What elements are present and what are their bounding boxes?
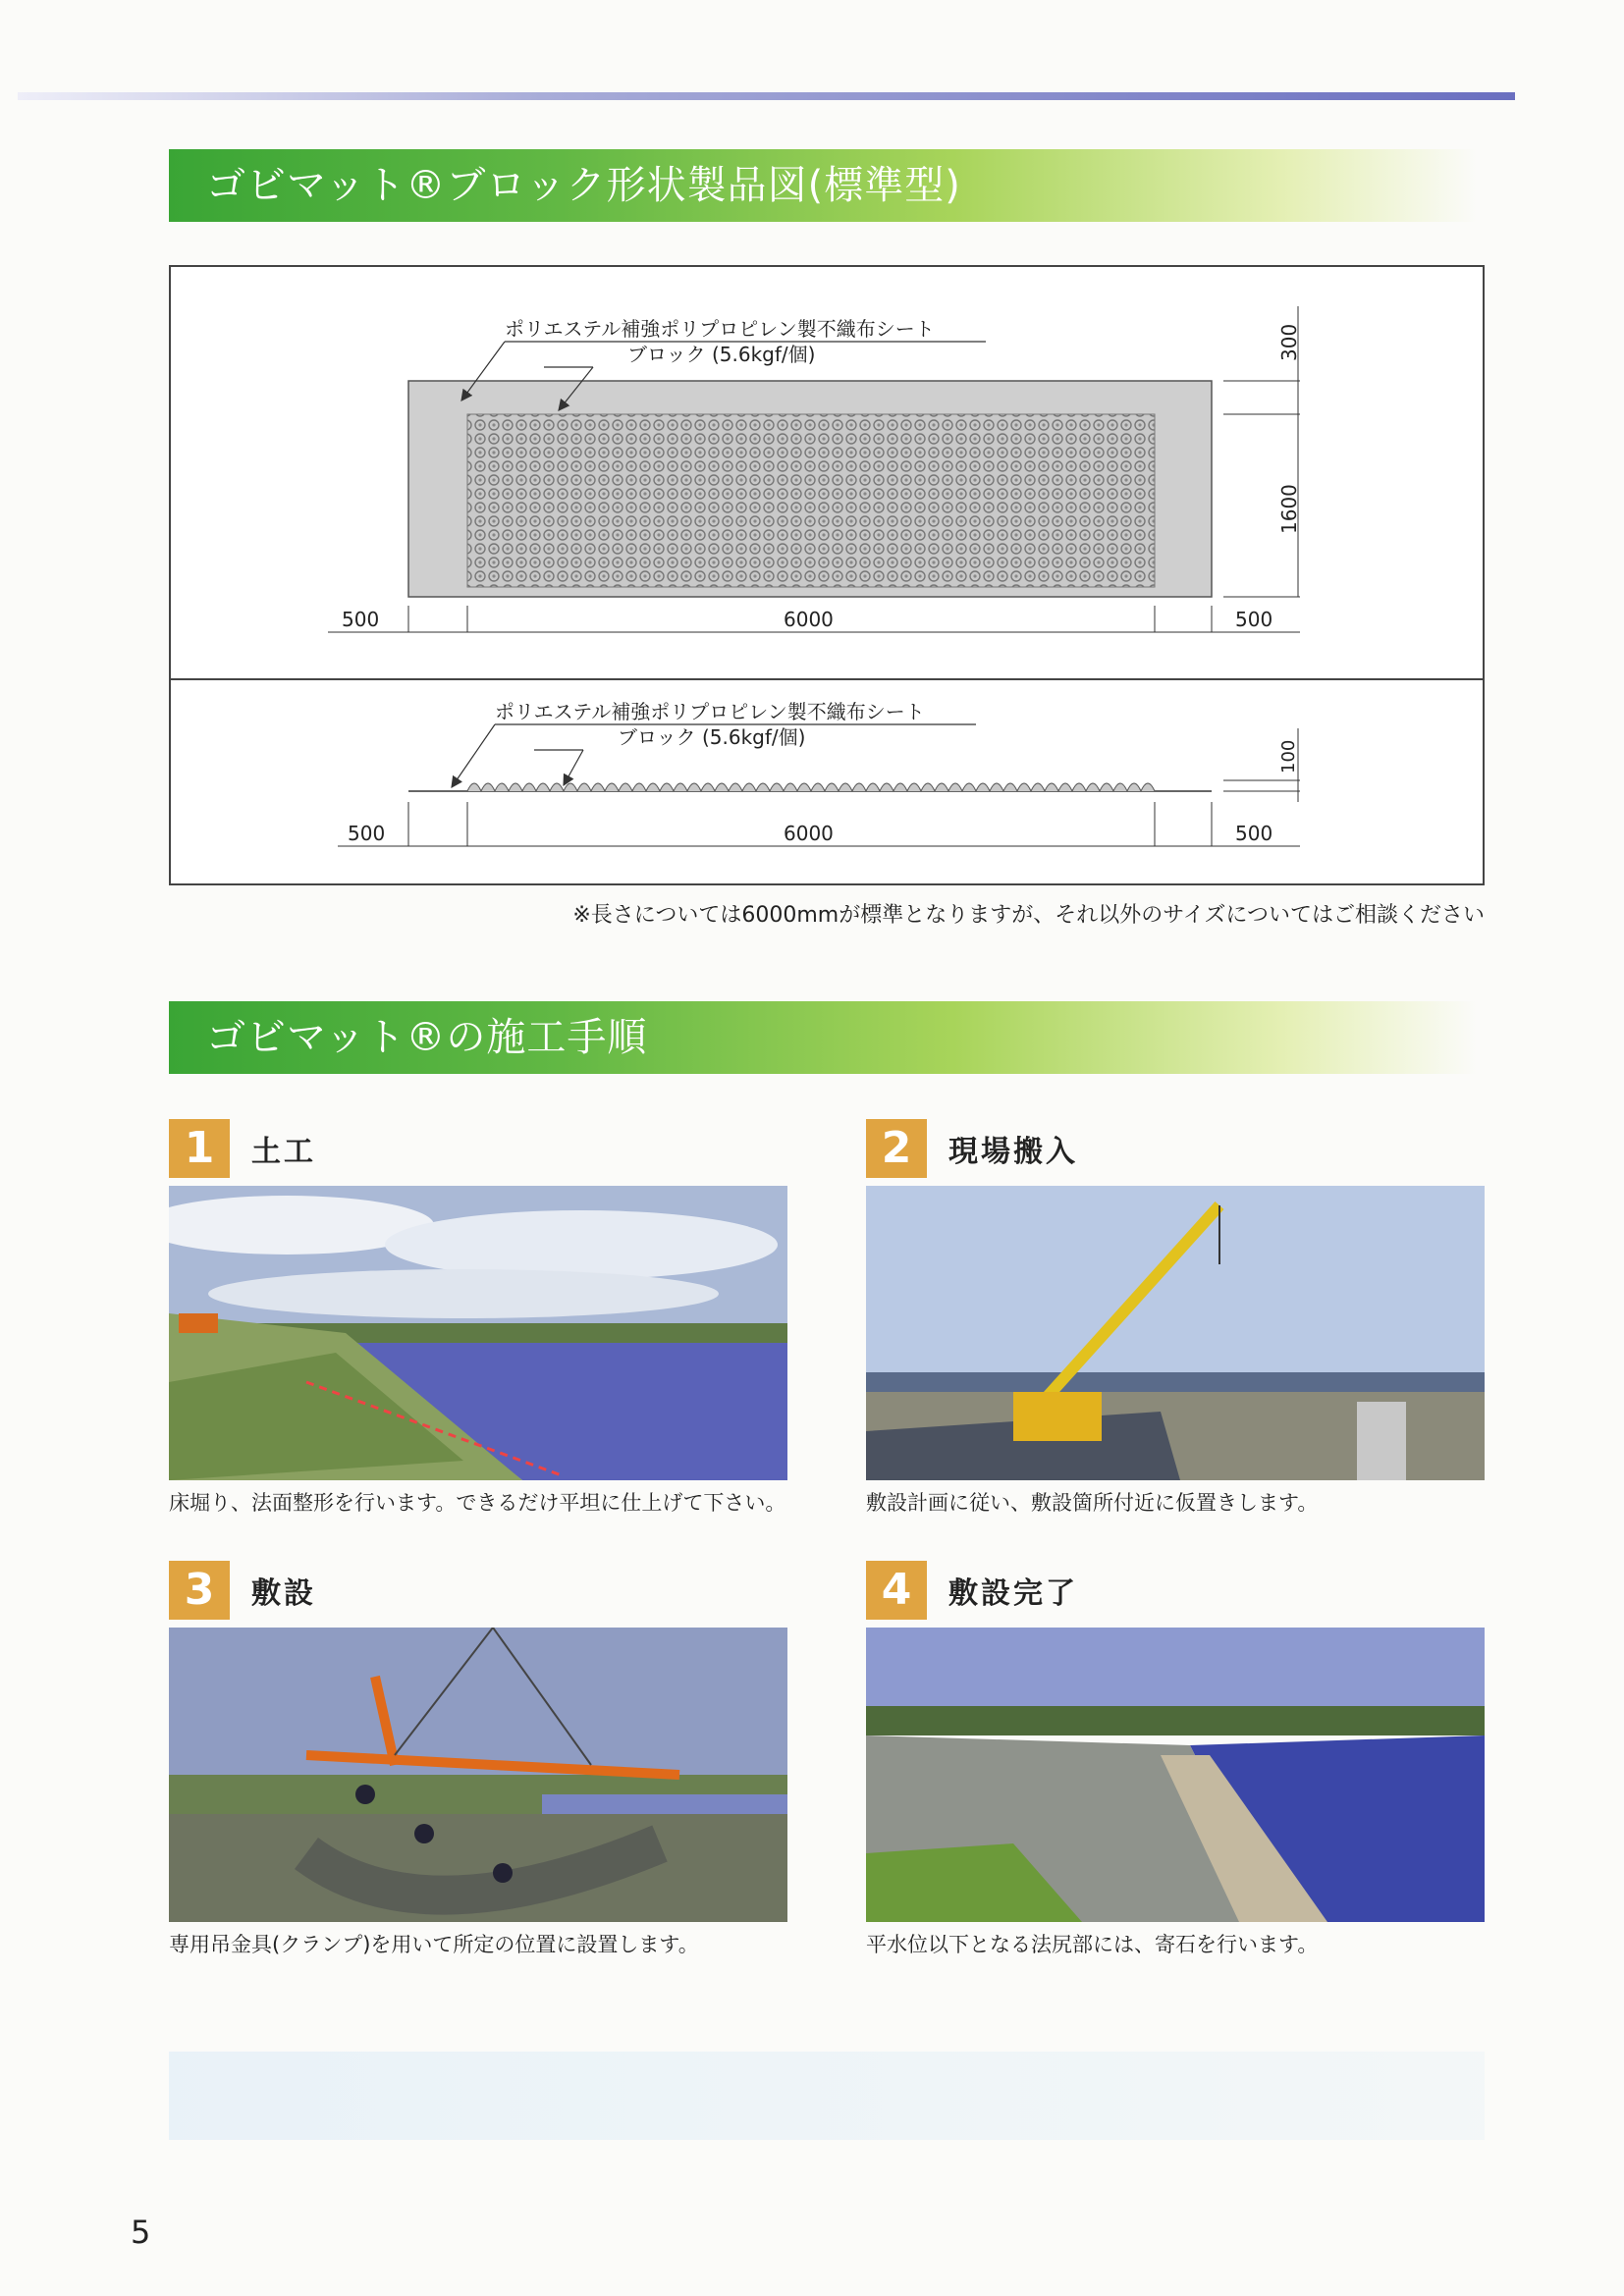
step-2-photo (866, 1186, 1485, 1480)
dim-left-top: 500 (342, 608, 380, 631)
dim-right-side: 500 (1235, 822, 1273, 845)
side-block (522, 783, 536, 791)
side-block (1058, 783, 1072, 791)
step-1-photo (169, 1186, 787, 1480)
side-block (619, 783, 632, 791)
block-grid-top-view (467, 414, 1155, 587)
step-3-caption: 専用吊金具(クランプ)を用いて所定の位置に設置します。 (169, 1933, 699, 1956)
block-row-side-view (467, 783, 1155, 791)
side-block (591, 783, 605, 791)
side-block (687, 783, 701, 791)
page-number: 5 (131, 2214, 151, 2251)
dim-center-top: 6000 (784, 608, 834, 631)
side-block (893, 783, 907, 791)
step-1-caption: 床堀り、法面整形を行います。できるだけ平坦に仕上げて下さい。 (169, 1491, 786, 1515)
step-3-title: 敷設 (251, 1576, 316, 1611)
step-2-title: 現場搬入 (948, 1135, 1078, 1169)
block-label-top: ブロック (5.6kgf/個) (627, 343, 816, 366)
step-4-photo (866, 1628, 1485, 1922)
section-header-shape (169, 149, 1477, 222)
side-block (729, 783, 742, 791)
dim-width-top: 1600 (1277, 484, 1301, 534)
side-block (976, 783, 990, 791)
step-4-header (866, 1561, 1078, 1620)
side-block (1127, 783, 1141, 791)
side-block (509, 783, 522, 791)
dim-right-top: 500 (1235, 608, 1273, 631)
side-block (1113, 783, 1127, 791)
side-block (921, 783, 935, 791)
side-block (990, 783, 1003, 791)
side-block (907, 783, 921, 791)
side-block (742, 783, 756, 791)
step-4-badge: 4 (866, 1561, 927, 1620)
side-block (1141, 783, 1155, 791)
product-diagram-svg (171, 267, 1483, 883)
side-block (701, 783, 715, 791)
side-block (646, 783, 660, 791)
side-block (1086, 783, 1100, 791)
block-label-side: ブロック (5.6kgf/個) (618, 725, 806, 749)
dim-margin-top: 300 (1277, 323, 1301, 361)
side-block (564, 783, 577, 791)
step-4-title: 敷設完了 (948, 1576, 1078, 1611)
side-block (935, 783, 948, 791)
dim-center-side: 6000 (784, 822, 834, 845)
step-1-header (169, 1119, 316, 1178)
sheet-label-side: ポリエステル補強ポリプロピレン製不織布シート (495, 700, 925, 723)
step-1-badge: 1 (169, 1119, 230, 1178)
side-block (1045, 783, 1058, 791)
section-title-shape: ゴビマット®ブロック形状製品図(標準型) (206, 163, 961, 208)
step-1-title: 土工 (251, 1135, 316, 1169)
side-block (550, 783, 564, 791)
side-block (1017, 783, 1031, 791)
product-diagram (169, 265, 1485, 885)
step-3-photo (169, 1628, 787, 1922)
dim-height-side: 100 (1278, 739, 1299, 774)
side-block (948, 783, 962, 791)
side-block (839, 783, 852, 791)
side-block (770, 783, 784, 791)
side-block (1100, 783, 1113, 791)
side-block (797, 783, 811, 791)
step-3-header (169, 1561, 316, 1620)
side-block (1072, 783, 1086, 791)
side-block (811, 783, 825, 791)
section-title-procedure: ゴビマット®の施工手順 (206, 1015, 648, 1060)
side-block (880, 783, 893, 791)
side-block (467, 783, 481, 791)
side-block (715, 783, 729, 791)
side-block (660, 783, 674, 791)
step-2-header (866, 1119, 1078, 1178)
faded-background-band (169, 2052, 1485, 2140)
step-4-caption: 平水位以下となる法尻部には、寄石を行います。 (866, 1933, 1319, 1956)
side-block (536, 783, 550, 791)
side-block (605, 783, 619, 791)
step-3-badge: 3 (169, 1561, 230, 1620)
side-block (784, 783, 797, 791)
side-block (825, 783, 839, 791)
side-block (962, 783, 976, 791)
section-header-procedure (169, 1001, 1477, 1074)
side-block (852, 783, 866, 791)
size-note: ※長さについては6000mmが標準となりますが、それ以外のサイズについてはご相談ください (572, 903, 1485, 928)
side-block (1031, 783, 1045, 791)
side-block (1003, 783, 1017, 791)
side-block (674, 783, 687, 791)
step-2-badge: 2 (866, 1119, 927, 1178)
side-block (866, 783, 880, 791)
side-block (756, 783, 770, 791)
top-rule (18, 92, 1515, 100)
side-block (577, 783, 591, 791)
side-block (495, 783, 509, 791)
sheet-label-top: ポリエステル補強ポリプロピレン製不織布シート (505, 317, 935, 341)
side-block (632, 783, 646, 791)
side-block (481, 783, 495, 791)
dim-left-side: 500 (348, 822, 386, 845)
step-2-caption: 敷設計画に従い、敷設箇所付近に仮置きします。 (866, 1491, 1319, 1515)
